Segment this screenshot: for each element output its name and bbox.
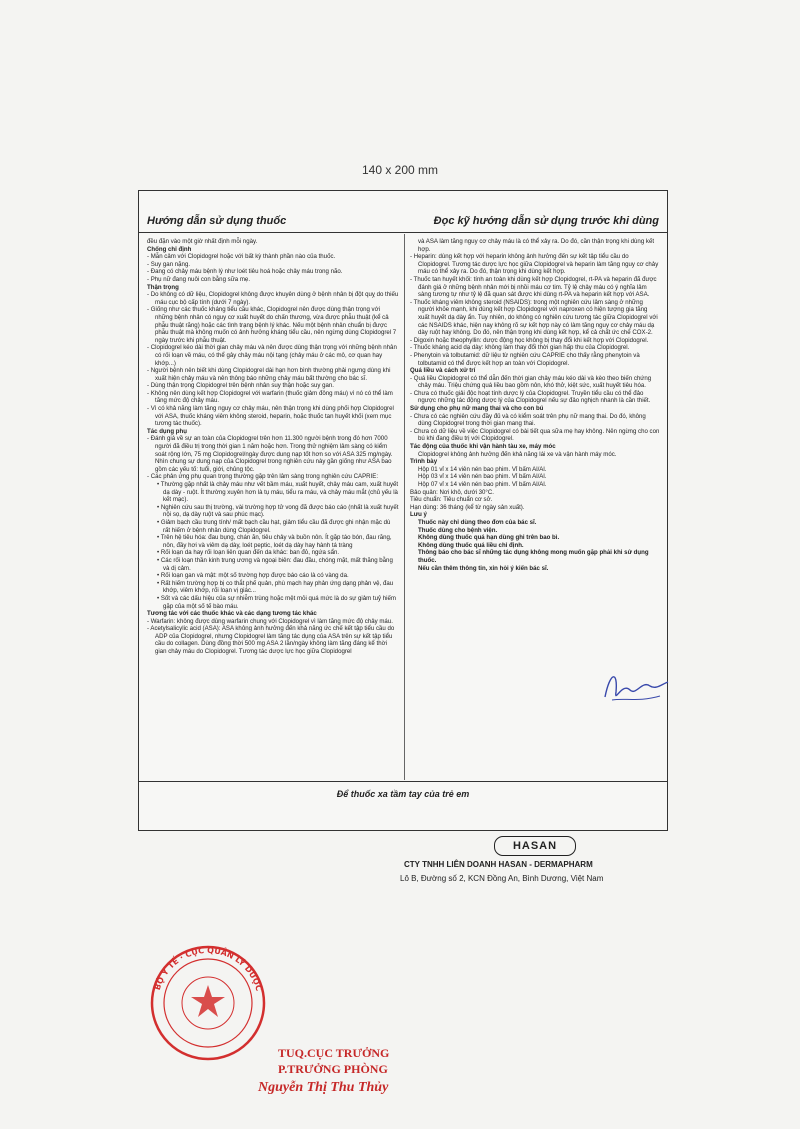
official-stamp-icon [148,943,268,1063]
paragraph-line: - Thuốc kháng acid dạ dày: không làm thay đổi thời gian hấp thu của Clopidogrel. [410,344,630,352]
paragraph-line: • Rối loạn gan và mật: một số trường hợp được báo cáo là có vàng da. [157,572,349,580]
paragraph-line: - Clopidogrel kéo dài thời gian chảy máu và nên được dùng thận trọng với những bệnh nhân có rối loạn về máu, có thể gây chảy máu nội tạng (chảy máu ở các mô, cơ quan hay khớp...) [147,344,397,367]
paragraph-line: Không dùng thuốc quá hạn dùng ghi trên bao bì. [418,534,560,542]
section-heading: Tương tác với các thuốc khác và các dạng tương tác khác [147,610,317,618]
section-heading: Quá liều và cách xử trí [410,367,476,375]
paragraph-line: - Dùng thận trọng Clopidogrel trên bệnh nhân suy thận hoặc suy gan. [147,382,335,390]
section-heading: Tác động của thuốc khi vận hành tàu xe, máy móc [410,443,556,451]
paragraph-line: Hộp 03 vỉ x 14 viên nén bao phim. Vỉ bấm Al/Al. [418,473,547,481]
paragraph-line: đều đặn vào một giờ nhất định mỗi ngày. [147,238,258,245]
section-heading: Tác dụng phụ [147,427,187,435]
signature-title-line1: TUQ.CỤC TRƯỞNG [278,1046,390,1060]
paragraph-line: - Các phản ứng phụ quan trọng thường gặp trên lâm sàng trong nghiên cứu CAPRIE: [147,473,379,481]
footer-divider [139,781,667,782]
column-divider [404,234,405,780]
paragraph-line: Hộp 01 vỉ x 14 viên nén bao phim. Vỉ bấm Al/Al. [418,465,547,473]
paragraph-line: • Các rối loạn thần kinh trung ương và ngoại biên: đau đầu, chóng mặt, mất thăng bằng và dị cảm. [157,556,393,572]
paragraph-line: - Mẫn cảm với Clopidogrel hoặc với bất kỳ thành phần nào của thuốc. [147,253,336,261]
header-right-title: Đọc kỹ hướng dẫn sử dụng trước khi dùng [433,215,659,227]
paragraph-line: - Chưa có các nghiên cứu đầy đủ và có kiểm soát trên phụ nữ mang thai. Do đó, không dùng Clopidogrel trong thời gian mang thai. [410,412,646,428]
paragraph-line: - Suy gan nặng. [147,260,191,268]
paragraph-line: Bảo quản: Nơi khô, dưới 30°C. [410,488,494,496]
paragraph-line: Thông báo cho bác sĩ những tác dụng không mong muốn gặp phải khi sử dụng thuốc. [418,549,649,564]
header-divider [139,232,667,233]
paragraph-line: Clopidogrel không ảnh hưởng đến khả năng lái xe và vận hành máy móc. [418,450,617,458]
header-left-title: Hướng dẫn sử dụng thuốc [147,215,287,227]
paragraph-line: Thuốc này chỉ dùng theo đơn của bác sĩ. [418,518,537,526]
paragraph-line: - Quá liều Clopidogrel có thể dẫn đến thời gian chảy máu kéo dài và kèo theo biến chứng chảy máu. Triệu chứng quá liều bao gồm nôn, khó thở, kiệt sức, xuất huyết tiêu hóa. [410,374,652,390]
paragraph-line: • Rất hiếm trường hợp bị co thắt phế quản, phù mạch hay phản ứng dạng phản vệ, đau khớp, viêm khớp, rối loạn vị giác... [157,579,394,595]
paragraph-line: - Phụ nữ đang nuôi con bằng sữa mẹ. [147,275,251,283]
paragraph-line: và ASA làm tăng nguy cơ chảy máu là có thể xảy ra. Do đó, cần thận trọng khi dùng kết hợp. [418,238,655,253]
section-heading: Chống chỉ định [147,245,192,253]
company-address: Lô B, Đường số 2, KCN Đồng An, Bình Dương, Việt Nam [400,874,604,883]
paragraph-line: - Acetylsalicylic acid (ASA): ASA không ảnh hưởng đến khả năng ức chế kết tập tiểu cầu do ADP của Clopidogrel, nhưng Clopidogrel làm tăng tác dụng của ASA trên sự kết tập tiểu cầu do collagen. Dùng đồng thời 500 mg ASA 2 lần/ngày không làm tăng đáng kể thời gian chảy máu do Clopidogrel. Tương tác dược lực học giữa Clopidogrel [147,625,395,656]
paragraph-line: - Phenytoin và tolbutamid: dữ liệu từ nghiên cứu CAPRIE cho thấy rằng phenytoin và tolbutamid có thể được kết hợp an toàn với Clopidogrel. [410,351,640,367]
paragraph-line: • Trên hệ tiêu hóa: đau bụng, chán ăn, tiêu chảy và buồn nôn. Ít gặp táo bón, đau răng, nôn, đầy hơi và viêm dạ dày, loét peptic, loét dạ dày hay hành tá tràng [157,534,392,549]
paragraph-line: - Vì có khả năng làm tăng nguy cơ chảy máu, nên thận trọng khi dùng phối hợp Clopidogrel với ASA, thuốc kháng viêm không steroid, heparin, hoặc thuốc tan huyết khối (xem mục tương tác thuốc). [147,405,394,428]
paragraph-line: - Warfarin: không được dùng warfarin chung với Clopidogrel vì làm tăng mức độ chảy máu. [147,617,393,625]
paragraph-line: • Thường gặp nhất là chảy máu như vết bầm máu, xuất huyết, chảy máu cam, xuất huyết dạ dày - ruột. Ít thường xuyên hơn là tụ máu, tiểu ra máu, và chảy máu mắt (chủ yếu là kết mạc). [157,481,399,504]
handwritten-signature-icon [600,662,670,712]
paragraph-line: Thuốc dùng cho bệnh viện. [418,526,498,534]
paragraph-line: Hộp 07 vỉ x 14 viên nén bao phim. Vỉ bấm Al/Al. [418,481,547,488]
section-heading: Trình bày [410,458,438,466]
paragraph-line: - Do không có dữ liệu, Clopidogrel không được khuyên dùng ở bệnh nhân bị đột quỵ do thiếu máu cục bộ cấp tính (dưới 7 ngày). [147,291,399,306]
section-heading: Sử dụng cho phụ nữ mang thai và cho con bú [410,405,544,413]
paragraph-line: - Thuốc kháng viêm không steroid (NSAIDS): trong một nghiên cứu lâm sàng ở những người khỏe mạnh, khi dùng kết hợp Clopidogrel với naproxen có hiện tượng gia tăng xuất huyết dạ dày ẩn. Tuy nhiên, do không có nghiên cứu tương tác giữa Clopidogrel với các NSAIDS khác, hiện nay không rõ sự kết hợp này có làm tăng nguy cơ chảy máu dạ dày ruột hay không. Do đó, nên thận trọng khi dùng kết hợp, kể cả chất ức chế COX-2. [410,298,658,337]
paragraph-line: - Thuốc tan huyết khối: tính an toàn khi dùng kết hợp Clopidogrel, rt-PA và heparin đã được đánh giá ở những bệnh nhân mới bị nhồi máu cơ tim. Tỷ lệ chảy máu có ý nghĩa lâm sàng tương tự như tỷ lệ đã quan sát được khi dùng rt-PA và heparin kết hợp với ASA. [410,275,657,299]
paragraph-line: Nếu cần thêm thông tin, xin hỏi ý kiến bác sĩ. [418,564,549,572]
paragraph-line: - Digoxin hoặc theophyllin: dược động học không bị thay đổi khi kết hợp với Clopidogrel. [410,336,649,344]
paragraph-line: Không dùng thuốc quá liều chỉ định. [418,541,524,549]
paragraph-line: - Người bệnh nên biết khi dùng Clopidogrel dài hạn hơn bình thường phải ngưng dùng khi xuất hiện chảy máu và nên thông báo những chảy máu bất thường cho bác sĩ. [147,367,391,382]
paragraph-line: • Rối loạn da hay rối loạn liên quan đến da khác: ban đỏ, ngứa sẩn. [157,549,340,557]
paragraph-line: - Chưa có dữ liệu về việc Clopidogrel có bài tiết qua sữa mẹ hay không. Nên ngừng cho con bú khi đang điều trị với Clopidogrel. [410,427,660,443]
paragraph-line: - Đánh giá về sự an toàn của Clopidogrel trên hơn 11.300 người bệnh trong đó hơn 7000 người đã điều trị trong thời gian 1 năm hoặc hơn. Trong thử nghiệm lâm sàng có kiểm soát rộng lớn, 75 mg Clopidogrel/ngày được dung nạp tốt hơn so với ASA 325 mg/ngày. Nhìn chung sự dung nạp của Clopidogrel trong nghiên cứu này gần giống như ASA bao gồm các yếu tố: tuổi, giới, chủng tộc. [147,435,393,473]
signature-title-line2: P.TRƯỞNG PHÒNG [278,1062,388,1076]
company-name: CTY TNHH LIÊN DOANH HASAN - DERMAPHARM [404,860,593,869]
paragraph-line: • Giảm bạch cầu trung tính/ mất bạch cầu hạt, giảm tiểu cầu đã được ghi nhận mặc dù rất hiếm ở bệnh nhân dùng Clopidogrel. [157,518,391,534]
dimension-label: 140 x 200 mm [361,163,439,177]
paragraph-line: Hạn dùng: 36 tháng (kể từ ngày sản xuất). [410,503,525,511]
paragraph-line: - Heparin: dùng kết hợp với heparin không ảnh hưởng đến sự kết tập tiểu cầu do Clopidogrel. Tương tác dược lực học giữa Clopidogrel và heparin làm tăng nguy cơ chảy máu có thể xảy ra. Do đó, thận trọng khi dùng kết hợp. [410,253,659,276]
right-column [410,238,660,572]
section-heading: Lưu ý [410,511,427,519]
paragraph-line: • Sốt và các dấu hiệu của sự nhiễm trùng hoặc mệt mỏi quá mức là do sự giảm tuỷ hiếm gặp của một số tế bào máu. [157,594,396,610]
paragraph-line: - Chưa có thuốc giải độc hoạt tính dược lý của Clopidogrel. Truyền tiểu cầu có thể đảo ngược những tác động dược lý của Clopidogrel nếu sự đảo nghịch nhanh là cần thiết. [410,389,651,405]
svg-text:BỘ Y TẾ · CỤC QUẢN LÝ DƯỢC: BỘ Y TẾ · CỤC QUẢN LÝ DƯỢC [152,945,264,993]
leaflet-frame [138,190,668,852]
paragraph-line: Tiêu chuẩn: Tiêu chuẩn cơ sở. [410,496,493,504]
paragraph-line: - Đang có chảy máu bệnh lý như loét tiêu hoá hoặc chảy máu trong não. [147,268,343,276]
footer-warning: Để thuốc xa tầm tay của trẻ em [336,789,470,799]
paragraph-line: • Nghiên cứu sau thị trường, vài trường hợp tử vong đã được báo cáo (nhất là xuất huyết nội sọ, dạ dày ruột và sau phúc mạc). [157,503,399,519]
signature-name: Nguyễn Thị Thu Thủy [258,1080,389,1095]
section-heading: Thận trọng [147,283,179,291]
paragraph-line: - Giống như các thuốc kháng tiểu cầu khác, Clopidogrel nên được dùng thận trọng với những bệnh nhân có nguy cơ xuất huyết do chấn thương, vừa được phẫu thuật (kể cả phẫu thuật răng) hoặc các tình trạng bệnh lý khác. Nếu một bệnh nhân chuẩn bị được phẫu thuật mà không muốn có ảnh hưởng kháng tiểu cầu, nên ngừng dùng Clopidogrel 7 ngày trước khi phẫu thuật. [147,306,397,344]
hasan-logo: HASAN [494,836,576,856]
left-column [147,238,399,656]
paragraph-line: - Không nên dùng kết hợp Clopidogrel với warfarin (thuốc giảm đông máu) vì nó có thể làm tăng mức độ chảy máu. [147,389,393,405]
